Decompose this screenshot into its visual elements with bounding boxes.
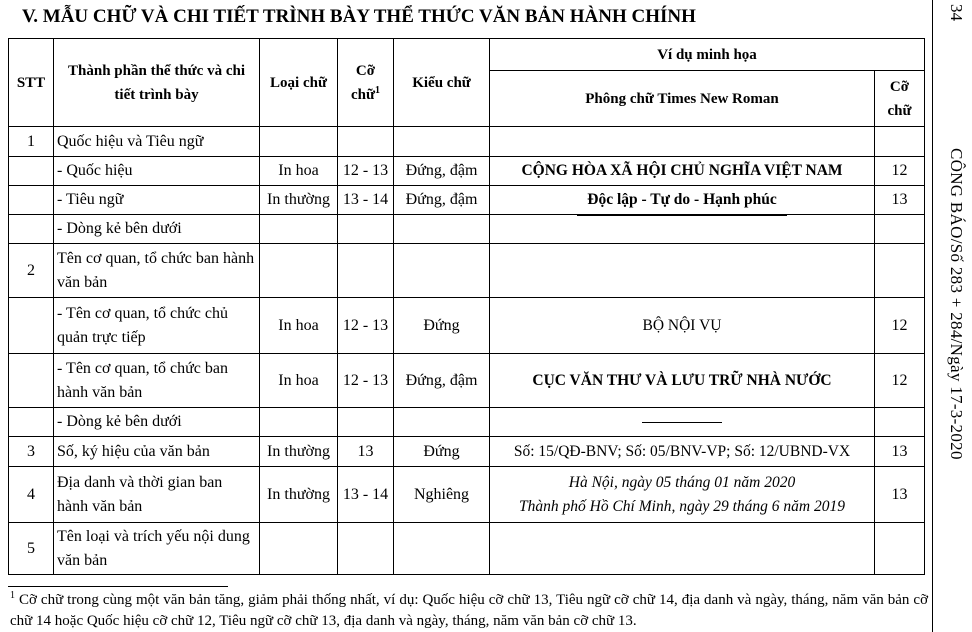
cell-component: - Tên cơ quan, tổ chức ban hành văn bản [54,354,260,408]
table-row [9,298,925,354]
table-row [9,244,925,298]
footnote-ref: 1 [375,84,380,96]
cell-example-size: 13 [875,186,925,215]
cell-stt: 1 [9,127,54,157]
table-row [9,127,925,157]
header-style: Kiểu chữ [394,39,490,127]
cell-stt [9,408,54,437]
table-row [9,523,925,575]
cell-size [338,215,394,244]
cell-component: - Tên cơ quan, tổ chức chủ quản trực tiếp [54,298,260,354]
cell-stt: 2 [9,244,54,298]
underline-rule [642,422,722,423]
cell-example-size [875,215,925,244]
gazette-reference: CÔNG BÁO/Số 283 + 284/Ngày 17-3-2020 [947,148,966,460]
cell-style: Nghiêng [394,467,490,523]
cell-component: - Dòng kẻ bên dưới [54,408,260,437]
cell-component: Tên cơ quan, tổ chức ban hành văn bản [54,244,260,298]
example-date-hanoi: Hà Nội, ngày 05 tháng 01 năm 2020 [568,473,796,491]
side-header [936,0,970,632]
cell-example-size [875,523,925,575]
table-row [9,408,925,437]
cell-style: Đứng, đậm [394,354,490,408]
cell-stt: 4 [9,467,54,523]
cell-type: In hoa [260,157,338,186]
cell-style [394,215,490,244]
cell-style [394,127,490,157]
page-number: 34 [947,4,966,21]
cell-example [490,244,875,298]
margin-divider [932,0,933,632]
cell-style: Đứng [394,298,490,354]
cell-component: - Quốc hiệu [54,157,260,186]
cell-type: In thường [260,186,338,215]
footnote-marker: 1 [10,590,15,601]
footnote-separator [8,586,228,587]
cell-size [338,523,394,575]
footnote [10,590,928,632]
table-row [9,215,925,244]
cell-example [490,408,875,437]
cell-stt [9,298,54,354]
format-table [8,38,925,575]
cell-type: In hoa [260,298,338,354]
cell-example-size: 13 [875,437,925,467]
cell-style [394,408,490,437]
cell-stt [9,215,54,244]
cell-size: 12 - 13 [338,157,394,186]
cell-type [260,408,338,437]
cell-style: Đứng, đậm [394,186,490,215]
cell-example-size: 12 [875,157,925,186]
cell-example [490,127,875,157]
header-example: Ví dụ minh họa [490,39,925,71]
table-row [9,157,925,186]
cell-example-size: 12 [875,354,925,408]
cell-example [490,467,875,523]
cell-style [394,523,490,575]
cell-stt [9,157,54,186]
cell-component: Số, ký hiệu của văn bản [54,437,260,467]
underline-rule [577,215,787,216]
cell-example [490,215,875,244]
cell-size: 12 - 13 [338,298,394,354]
table-row [9,437,925,467]
cell-size [338,408,394,437]
cell-example: Độc lập - Tự do - Hạnh phúc [490,186,875,215]
cell-component: Quốc hiệu và Tiêu ngữ [54,127,260,157]
section-title: V. MẪU CHỮ VÀ CHI TIẾT TRÌNH BÀY THỂ THỨC VĂN BẢN HÀNH CHÍNH [22,6,696,27]
header-component: Thành phần thể thức và chi tiết trình bày [54,39,260,127]
cell-example-size: 12 [875,298,925,354]
header-stt: STT [9,39,54,127]
cell-stt: 5 [9,523,54,575]
cell-type [260,523,338,575]
header-font-size [338,39,394,127]
table-row [9,354,925,408]
cell-size: 12 - 13 [338,354,394,408]
cell-example: Số: 15/QĐ-BNV; Số: 05/BNV-VP; Số: 12/UBND-VX [490,437,875,467]
cell-example-size [875,244,925,298]
cell-size [338,127,394,157]
cell-style [394,244,490,298]
table-row [9,186,925,215]
cell-example: CỘNG HÒA XÃ HỘI CHỦ NGHĨA VIỆT NAM [490,157,875,186]
cell-component: - Tiêu ngữ [54,186,260,215]
cell-example [490,523,875,575]
example-date-hcmc: Thành phố Hồ Chí Minh, ngày 29 tháng 6 năm 2019 [519,497,845,515]
cell-type: In hoa [260,354,338,408]
cell-example: CỤC VĂN THƯ VÀ LƯU TRỮ NHÀ NƯỚC [490,354,875,408]
cell-stt [9,186,54,215]
cell-component: - Dòng kẻ bên dưới [54,215,260,244]
cell-example-size [875,408,925,437]
header-font-size-label: Cỡ chữ [350,62,376,103]
cell-size: 13 - 14 [338,467,394,523]
cell-type: In thường [260,467,338,523]
header-font-type: Loại chữ [260,39,338,127]
footnote-text: Cỡ chữ trong cùng một văn bản tăng, giảm phải thống nhất, ví dụ: Quốc hiệu cỡ chữ 13, Tiêu ngữ cỡ chữ 14, địa danh và ngày, tháng, năm văn bản cỡ chữ 14 hoặc Quốc hiệu cỡ chữ 12, Tiêu ngữ cỡ chữ 13, địa danh và ngày, tháng, năm văn bản cỡ chữ 13. [10,592,928,629]
cell-example: BỘ NỘI VỤ [490,298,875,354]
header-example-size: Cỡ chữ [875,71,925,127]
cell-type [260,127,338,157]
cell-example-size: 13 [875,467,925,523]
table-row [9,467,925,523]
header-font-family: Phông chữ Times New Roman [490,71,875,127]
cell-stt [9,354,54,408]
cell-type [260,244,338,298]
cell-style: Đứng, đậm [394,157,490,186]
cell-size: 13 - 14 [338,186,394,215]
cell-component: Địa danh và thời gian ban hành văn bản [54,467,260,523]
cell-size [338,244,394,298]
cell-stt: 3 [9,437,54,467]
cell-size: 13 [338,437,394,467]
cell-example-size [875,127,925,157]
cell-style: Đứng [394,437,490,467]
cell-type [260,215,338,244]
cell-type: In thường [260,437,338,467]
cell-component: Tên loại và trích yếu nội dung văn bản [54,523,260,575]
